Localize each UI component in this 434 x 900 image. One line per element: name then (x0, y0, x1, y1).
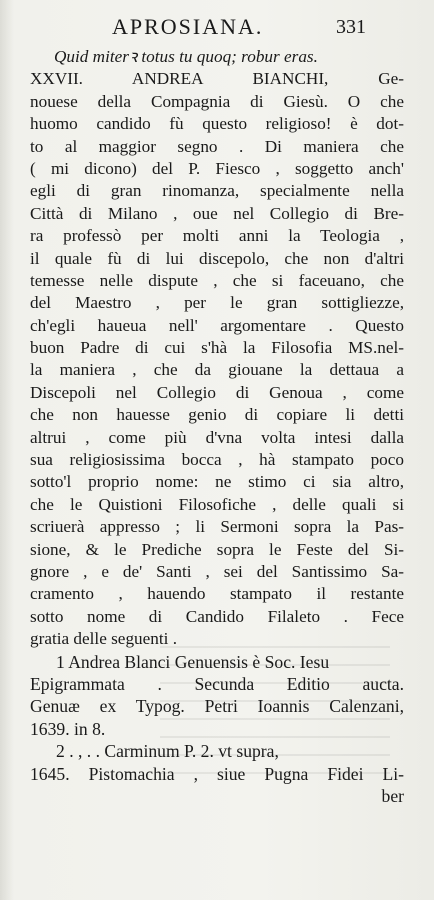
text-line: to al maggior segno . Di maniera che (30, 136, 404, 156)
text-line: sione, & le Prediche sopra le Feste del Si- (30, 539, 404, 559)
text-line: del Maestro , per le gran sottigliezze, (30, 293, 404, 313)
text-line: altrui , come più d'vna volta intesi dalla (30, 427, 404, 447)
text-line: gratia delle seguenti . (30, 629, 177, 649)
page-number: 331 (336, 16, 366, 38)
bibliography-entry: 1 Andrea Blanci Genuensis è Soc. Iesu (56, 651, 330, 672)
text-line: egli di gran rinomanza, specialmente nella (30, 181, 404, 201)
text-line: ra professò per molti anni la Teologia , (30, 226, 404, 246)
page-header (0, 14, 434, 44)
text-line: che le Quistioni Filosofiche , delle quali si (30, 494, 404, 514)
bibliography-line: Genuæ ex Typog. Petri Ioannis Calenzani, (30, 696, 404, 717)
body-text (30, 46, 404, 807)
text-line: sotto'l proprio nome: ne stimo ci sia altro, (30, 472, 404, 492)
text-line: che non hauesse genio di copiare li detti (30, 405, 404, 425)
text-line: la maniera , che da giouane la dettaua a (30, 360, 404, 380)
text-line: cramento , hauendo stampato il restante (30, 584, 404, 604)
text-line: il quale fù di lui discepolo, che non d'altri (30, 248, 404, 268)
text-line: huomo candido fù questo religioso! è dot- (30, 114, 404, 134)
running-title: APROSIANA. (112, 14, 264, 39)
text-line: scriuerà appresso ; li Sermoni sopra la Pas- (30, 517, 404, 537)
text-line: ( mi dicono) del P. Fiesco , soggetto anch' (30, 158, 404, 178)
text-line: Discepoli nel Collegio di Genoua , come (30, 382, 404, 402)
text-line: XXVII. ANDREA BIANCHI, Ge- (30, 69, 404, 89)
text-line: temesse nelle dispute , che si faceuano, che (30, 270, 404, 290)
text-line: sotto nome di Candido Filaleto . Fece (30, 606, 404, 626)
text-line: Città di Milano , oue nel Collegio di Bre- (30, 203, 404, 223)
text-line: gnore , e de' Santi , sei del Santissimo Sa- (30, 561, 404, 581)
bibliography-line: 1645. Pistomachia , siue Pugna Fidei Li- (30, 763, 404, 784)
text-line: ch'egli haueua nell' argomentare . Questo (30, 315, 404, 335)
bibliography-entry: 2 . , . . Carminum P. 2. vt supra, (56, 741, 279, 762)
text-line: buon Padre di cui s'hà la Filosofia MS.nel- (30, 338, 404, 358)
bibliography-line: 1639. in 8. (30, 718, 106, 739)
text-line: nouese della Compagnia di Giesù. O che (30, 91, 404, 111)
verse-line: Quid miterꝛ totus tu quoq; robur eras. (54, 47, 318, 66)
catchword: ber (381, 785, 404, 806)
text-line: sua religiosissima bocca , hà stampato poco (30, 450, 404, 470)
bibliography-line: Epigrammata . Secunda Editio aucta. (30, 673, 404, 694)
